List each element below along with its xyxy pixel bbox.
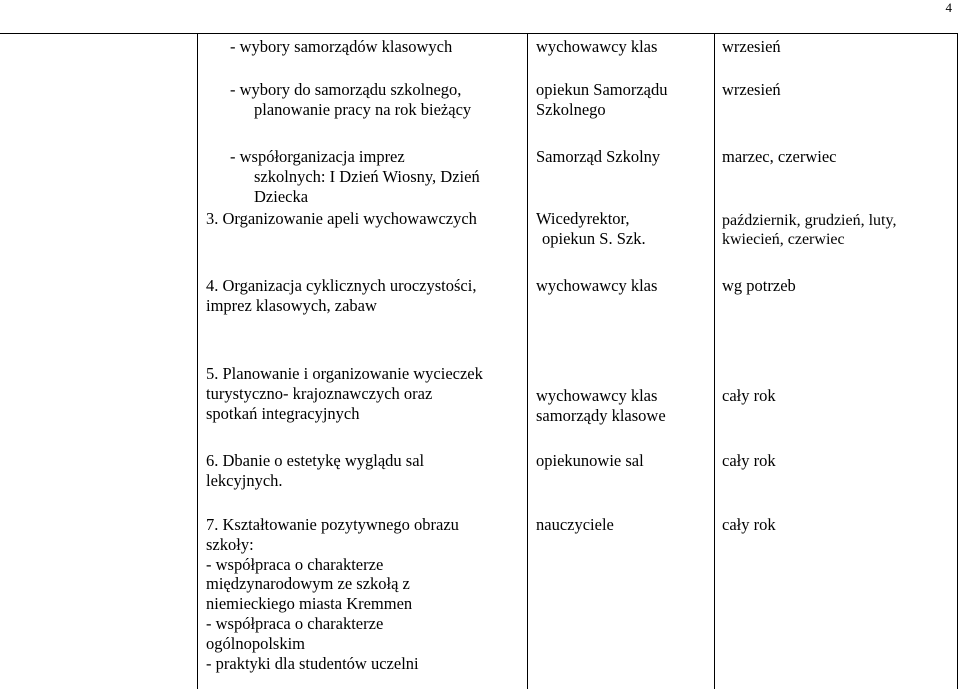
date-line: cały rok (722, 515, 776, 534)
responsible-line: wychowawcy klas (536, 276, 658, 295)
date-line: październik, grudzień, luty, (722, 212, 897, 229)
responsible-cell (536, 37, 657, 57)
date-cell (722, 80, 781, 100)
task-cell (230, 147, 480, 206)
column-divider-1 (197, 34, 198, 689)
responsible-line: wychowawcy klas (536, 386, 658, 405)
responsible-cell (536, 451, 644, 471)
task-line: 7. Kształtowanie pozytywnego obrazu (206, 515, 459, 534)
task-line: imprez klasowych, zabaw (206, 295, 377, 315)
task-line: - praktyki dla studentów uczelni (206, 653, 419, 673)
date-line: cały rok (722, 386, 776, 405)
responsible-line: opiekun S. Szk. (542, 228, 646, 248)
plan-table (0, 33, 958, 689)
task-line: 6. Dbanie o estetykę wyglądu sal (206, 451, 425, 470)
responsible-line: opiekunowie sal (536, 451, 644, 470)
date-line: kwiecień, czerwiec (722, 231, 845, 249)
responsible-line: opiekun Samorządu (536, 80, 668, 99)
date-cell (722, 276, 796, 296)
task-cell (206, 209, 477, 229)
responsible-cell (536, 276, 657, 296)
responsible-cell (536, 515, 614, 535)
date-cell (722, 451, 776, 471)
responsible-line: Samorząd Szkolny (536, 147, 661, 166)
column-divider-3 (714, 34, 715, 689)
task-line: Dziecka (254, 186, 309, 206)
task-cell (206, 451, 424, 491)
task-line: - współpraca o charakterze (206, 554, 384, 574)
column-divider-2 (527, 34, 528, 689)
responsible-line: Wicedyrektor, (536, 209, 630, 228)
date-cell (722, 147, 837, 167)
task-line: niemieckiego miasta Kremmen (206, 594, 413, 614)
task-line: szkoły: (206, 534, 254, 554)
task-line: turystyczno- krajoznawczych oraz (206, 383, 433, 403)
task-line: - wybory do samorządu szkolnego, (230, 80, 462, 99)
date-line: cały rok (722, 451, 776, 470)
date-cell (722, 37, 781, 57)
task-line: - współorganizacja imprez (230, 147, 405, 166)
date-line: wrzesień (722, 37, 781, 56)
task-line: 4. Organizacja cyklicznych uroczystości, (206, 276, 477, 295)
date-cell (722, 386, 776, 406)
date-line: wrzesień (722, 80, 781, 99)
responsible-cell (536, 209, 646, 249)
responsible-cell (536, 147, 660, 167)
task-line: planowanie pracy na rok bieżący (254, 99, 472, 119)
date-cell (722, 515, 776, 535)
task-line: lekcyjnych. (206, 470, 283, 490)
page-number: 4 (945, 0, 952, 15)
task-line: - współpraca o charakterze (206, 613, 384, 633)
task-cell (206, 276, 476, 316)
task-line: szkolnych: I Dzień Wiosny, Dzień (254, 166, 480, 186)
task-line: 3. Organizowanie apeli wychowawczych (206, 209, 477, 228)
responsible-line: samorządy klasowe (536, 405, 666, 425)
task-line: - wybory samorządów klasowych (230, 37, 453, 56)
responsible-cell (536, 80, 668, 120)
task-line: spotkań integracyjnych (206, 403, 360, 423)
task-line: 5. Planowanie i organizowanie wycieczek (206, 364, 483, 383)
responsible-line: wychowawcy klas (536, 37, 658, 56)
date-line: marzec, czerwiec (722, 147, 837, 166)
date-line: wg potrzeb (722, 276, 796, 295)
responsible-line: nauczyciele (536, 515, 614, 534)
task-line: międzynarodowym ze szkołą z (206, 574, 410, 594)
responsible-cell (536, 386, 666, 426)
task-cell (230, 80, 471, 120)
task-cell (206, 364, 483, 423)
task-cell (230, 37, 452, 57)
responsible-line: Szkolnego (536, 99, 606, 119)
task-cell (206, 515, 459, 673)
task-line: ogólnopolskim (206, 633, 306, 653)
date-cell (722, 211, 896, 249)
